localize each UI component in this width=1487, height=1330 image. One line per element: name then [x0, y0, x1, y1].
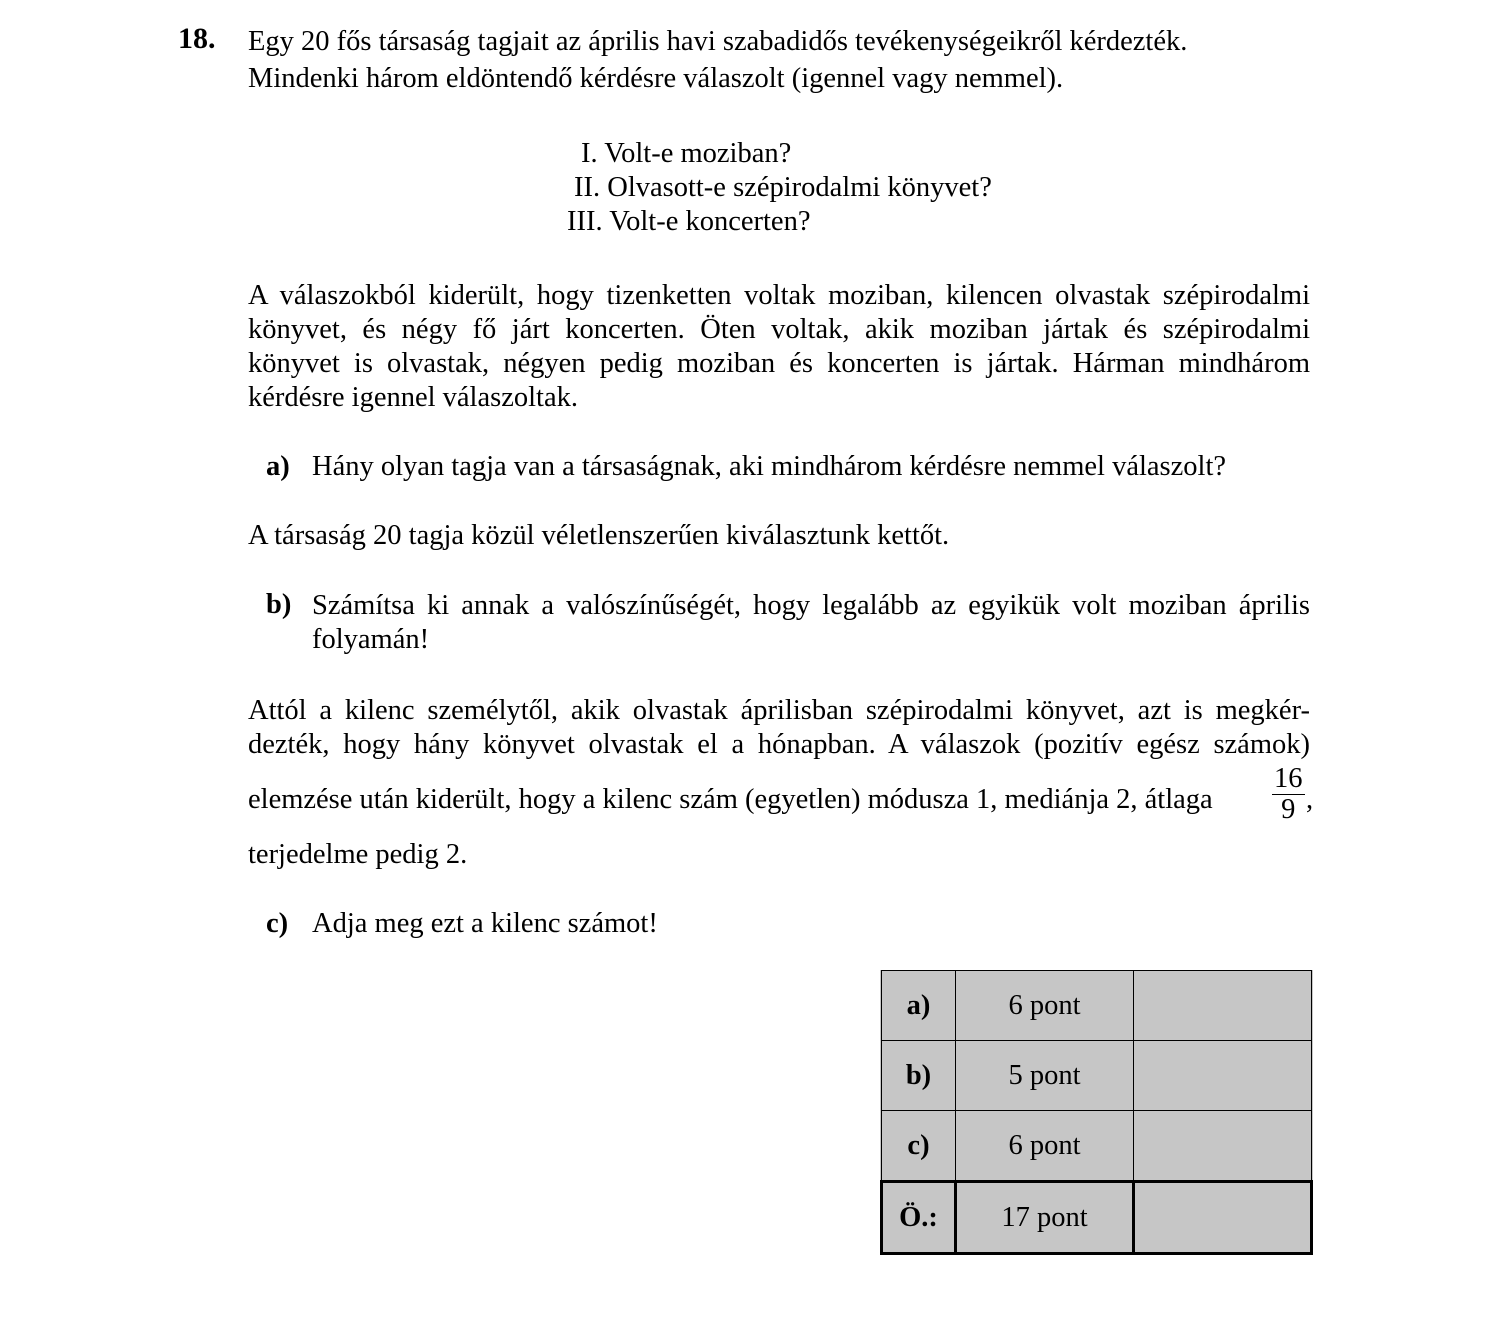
fraction-numerator: 16	[1274, 763, 1303, 794]
score-points-cell: 6 pont	[956, 971, 1134, 1041]
paragraph-line: dezték, hogy hány könyvet olvastak el a hónapban. A válaszok (pozitív egész számok)	[248, 729, 1310, 760]
score-total-row	[882, 1182, 1312, 1254]
intro-line-1: Egy 20 fős társaság tagjait az április havi szabadidős tevékenységeikről kérdezték.	[248, 26, 1188, 57]
paragraph-line: könyvet is olvastak, négyen pedig moziban és koncerten is jártak. Hárman mindhárom	[248, 348, 1310, 379]
part-a-label: a)	[266, 451, 290, 482]
part-a-text: Hány olyan tagja van a társaságnak, aki mindhárom kérdésre nemmel válaszolt?	[312, 451, 1227, 482]
fraction-comma: ,	[1306, 784, 1314, 815]
paragraph-survey-results	[248, 279, 1310, 415]
table-row	[882, 971, 1312, 1041]
score-points-cell: 6 pont	[956, 1111, 1134, 1182]
paragraph-line: könyvet, és négy fő járt koncerten. Öten voltak, akik moziban jártak és szépirodalmi	[248, 314, 1310, 345]
paragraph-line: Attól a kilenc személytől, akik olvastak áprilisban szépirodalmi könyvet, azt is megkér-	[248, 695, 1310, 726]
score-total-label: Ö.:	[882, 1182, 956, 1254]
score-total-points: 17 pont	[956, 1182, 1134, 1254]
part-b-line: Számítsa ki annak a valószínűségét, hogy legalább az egyikük volt moziban április	[312, 590, 1310, 621]
part-c-label: c)	[266, 908, 289, 939]
score-earned-cell	[1134, 971, 1312, 1041]
paragraph-line: kérdésre igennel válaszoltak.	[248, 382, 578, 413]
part-b-line: folyamán!	[312, 624, 430, 655]
paragraph-line: A válaszokból kiderült, hogy tizenketten voltak moziban, kilencen olvastak szépirodalmi	[248, 280, 1310, 311]
fraction-denominator: 9	[1281, 794, 1296, 825]
paragraph-line: elemzése után kiderült, hogy a kilenc szám (egyetlen) módusza 1, mediánja 2, átlaga	[248, 784, 1213, 815]
table-row	[882, 1111, 1312, 1182]
score-table	[880, 970, 1313, 1255]
question-1: I. Volt-e moziban?	[581, 138, 792, 169]
score-part-cell: a)	[882, 971, 956, 1041]
paragraph-line-with-fraction	[248, 763, 1314, 834]
part-b-label: b)	[266, 589, 292, 620]
question-2: II. Olvasott-e szépirodalmi könyvet?	[574, 172, 992, 203]
part-c-text: Adja meg ezt a kilenc számot!	[312, 908, 658, 939]
score-points-cell: 5 pont	[956, 1041, 1134, 1111]
paragraph-selection: A társaság 20 tagja közül véletlenszerűen kiválasztunk kettőt.	[248, 520, 950, 551]
intro-line-2: Mindenki három eldöntendő kérdésre válaszolt (igennel vagy nemmel).	[248, 63, 1064, 94]
score-part-cell: b)	[882, 1041, 956, 1111]
part-b-text	[312, 589, 1310, 657]
question-3: III. Volt-e koncerten?	[567, 206, 811, 237]
paragraph-line: terjedelme pedig 2.	[248, 839, 468, 870]
score-total-earned	[1134, 1182, 1312, 1254]
score-earned-cell	[1134, 1041, 1312, 1111]
problem-number: 18.	[178, 22, 216, 55]
score-part-cell: c)	[882, 1111, 956, 1182]
paragraph-books	[248, 694, 1310, 762]
fraction-average	[1272, 764, 1305, 825]
table-row	[882, 1041, 1312, 1111]
score-earned-cell	[1134, 1111, 1312, 1182]
